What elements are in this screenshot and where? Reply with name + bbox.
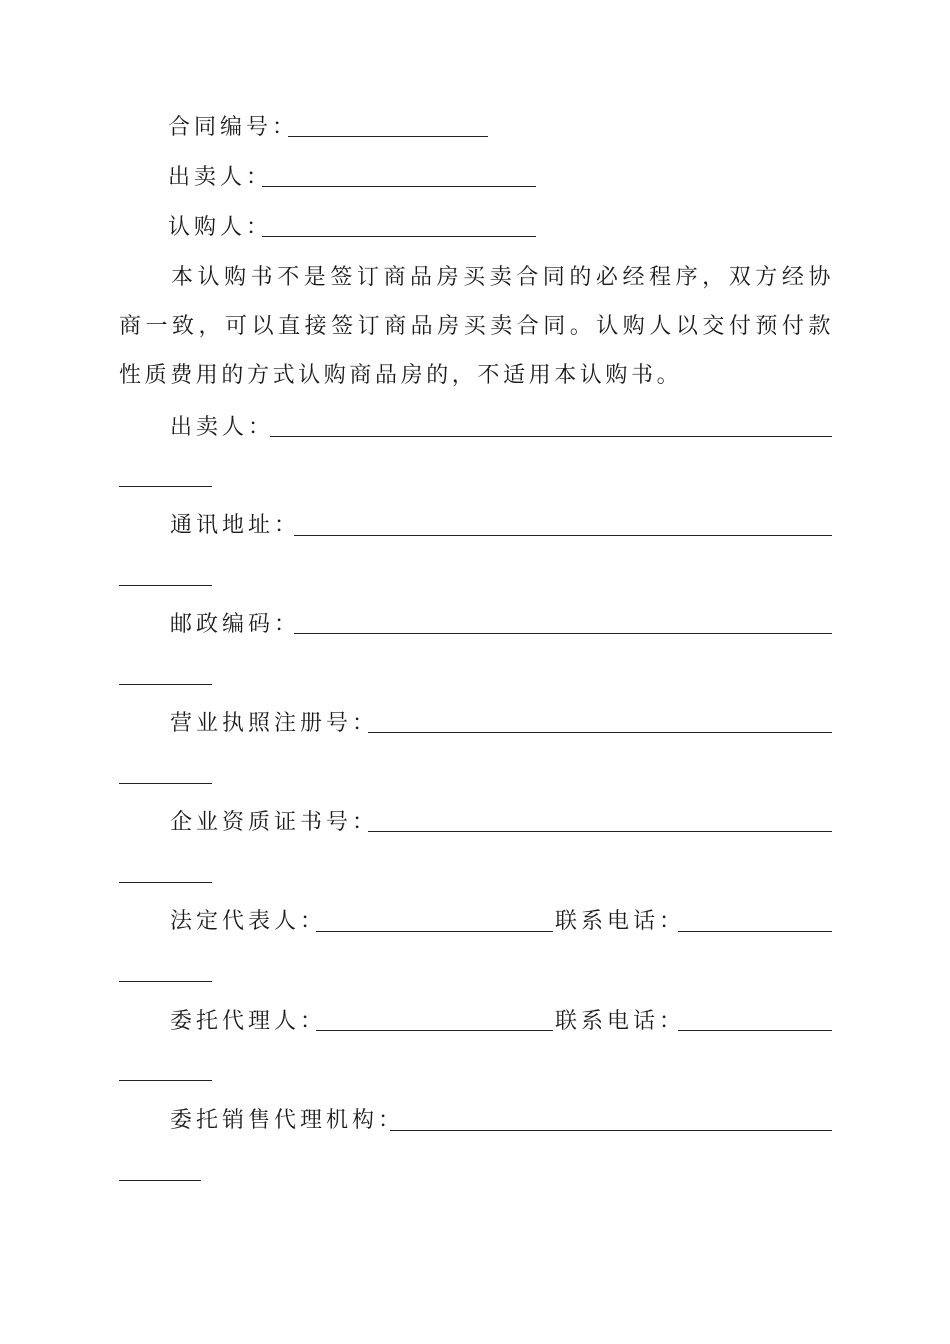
address-label: 通讯地址： [170,513,301,538]
business-license-label: 营业执照注册号： [170,711,379,736]
postcode-blank[interactable] [294,633,832,634]
address-blank-continued[interactable] [119,585,212,586]
sales-agency-blank[interactable] [390,1130,832,1131]
header-buyer-label: 认购人： [168,215,273,240]
qualification-cert-blank[interactable] [368,831,832,832]
legal-rep-phone-blank[interactable] [678,931,832,932]
agent-phone-blank-continued[interactable] [119,1080,212,1081]
seller-label: 出卖人： [170,415,275,440]
legal-representative-label: 法定代表人： [170,909,327,934]
legal-rep-phone-label: 联系电话： [555,909,686,934]
seller-blank[interactable] [270,436,832,437]
qualification-cert-label: 企业资质证书号： [170,810,379,835]
legal-rep-phone-blank-continued[interactable] [119,981,212,982]
business-license-blank[interactable] [368,732,832,733]
agent-blank[interactable] [316,1030,553,1031]
sales-agency-label: 委托销售代理机构： [170,1108,405,1133]
agent-phone-label: 联系电话： [555,1009,686,1034]
qualification-cert-blank-continued[interactable] [119,882,212,883]
agent-label: 委托代理人： [170,1009,327,1034]
header-buyer-blank[interactable] [262,236,536,237]
seller-blank-continued[interactable] [119,486,212,487]
business-license-blank-continued[interactable] [119,783,212,784]
intro-paragraph: 本认购书不是签订商品房买卖合同的必经程序，双方经协商一致，可以直接签订商品房买卖合同。认购人以交付预付款性质费用的方式认购商品房的，不适用本认购书。 [119,265,834,388]
sales-agency-blank-continued[interactable] [119,1180,201,1181]
legal-representative-blank[interactable] [316,931,553,932]
postcode-blank-continued[interactable] [119,684,212,685]
contract-number-blank[interactable] [288,136,488,137]
address-blank[interactable] [294,535,832,536]
header-seller-label: 出卖人： [168,165,273,190]
postcode-label: 邮政编码： [170,612,301,637]
contract-number-label: 合同编号： [168,115,299,140]
agent-phone-blank[interactable] [678,1030,832,1031]
header-seller-blank[interactable] [262,186,536,187]
